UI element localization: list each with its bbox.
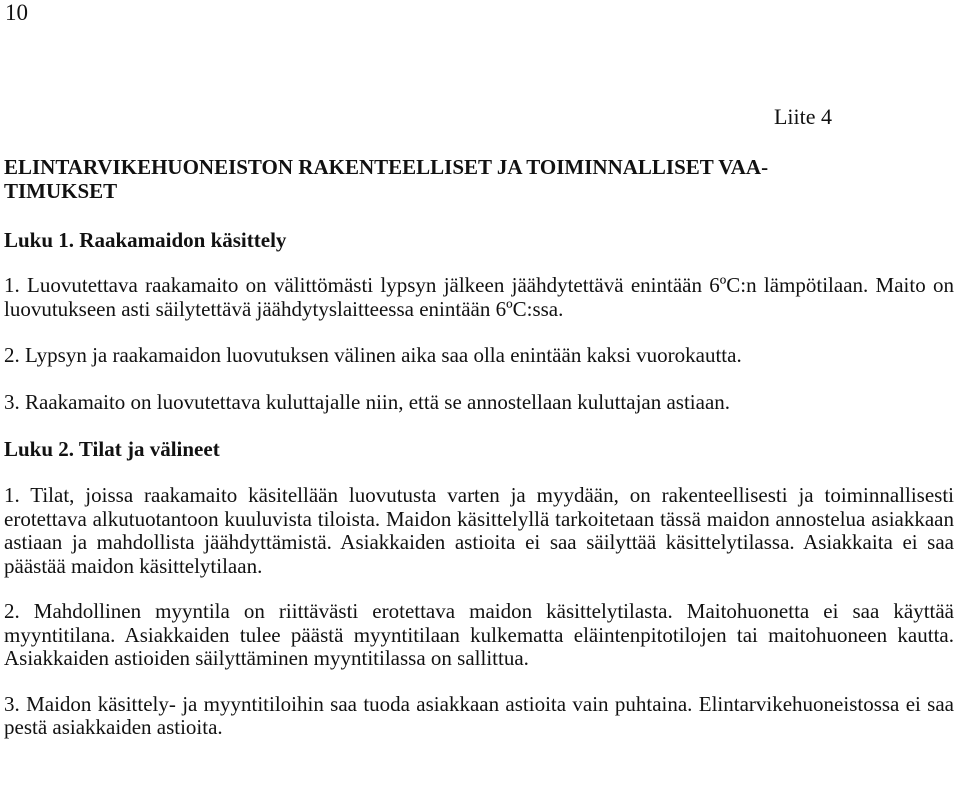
chapter-2-item-3: 3. Maidon käsittely- ja myyntitiloihin saa tuoda asiakkaan astioita vain puhtaina. Elintarvikehuoneistossa ei saa pestä asiakkaiden astioita. xyxy=(4,691,954,739)
title-line-2: TIMUKSET xyxy=(4,179,118,203)
chapter-1-item-2: 2. Lypsyn ja raakamaidon luovutuksen välinen aika saa olla enintään kaksi vuorokautta. xyxy=(4,343,742,367)
chapter-1-heading: Luku 1. Raakamaidon käsittely xyxy=(4,228,287,252)
document-title xyxy=(4,155,954,203)
chapter-2-heading: Luku 2. Tilat ja välineet xyxy=(4,437,220,461)
appendix-label: Liite 4 xyxy=(773,104,832,129)
title-line-1: ELINTARVIKEHUONEISTON RAKENTEELLISET JA TOIMINNALLISET VAA- xyxy=(4,155,769,179)
chapter-1-item-1: 1. Luovutettava raakamaito on välittömästi lypsyn jälkeen jäähdytettävä enintään 6ºC:n lämpötilaan. Maito on luovutukseen asti säilytettävä jäähdytyslaitteessa enintään 6ºC:ssa. xyxy=(4,273,954,321)
chapter-2-item-2: 2. Mahdollinen myyntila on riittävästi erotettava maidon käsittelytilasta. Maitohuonetta ei saa käyttää myyntitilana. Asiakkaiden tulee päästä myyntitilaan kulkematta eläintenpitotilojen tai maitohuoneen kautta. Asiakkaiden astioiden säilyttäminen myyntitilassa on sallittua. xyxy=(4,599,954,670)
chapter-1-item-3: 3. Raakamaito on luovutettava kuluttajalle niin, että se annostellaan kuluttajan astiaan. xyxy=(4,389,731,414)
chapter-2-item-1: 1. Tilat, joissa raakamaito käsitellään luovutusta varten ja myydään, on rakenteellisesti ja toiminnallisesti erotettava alkutuotantoon kuuluvista tiloista. Maidon käsittelyllä tarkoitetaan tässä maidon annostelua asiakkaan astiaan ja mahdollista jäähdyttämistä. Asiakkaiden astioita ei saa säilyttää käsittelytilassa. Asiakkaita ei saa päästää maidon käsittelytilaan. xyxy=(4,483,954,578)
page-number: 10 xyxy=(5,0,28,25)
document-content xyxy=(4,155,954,740)
